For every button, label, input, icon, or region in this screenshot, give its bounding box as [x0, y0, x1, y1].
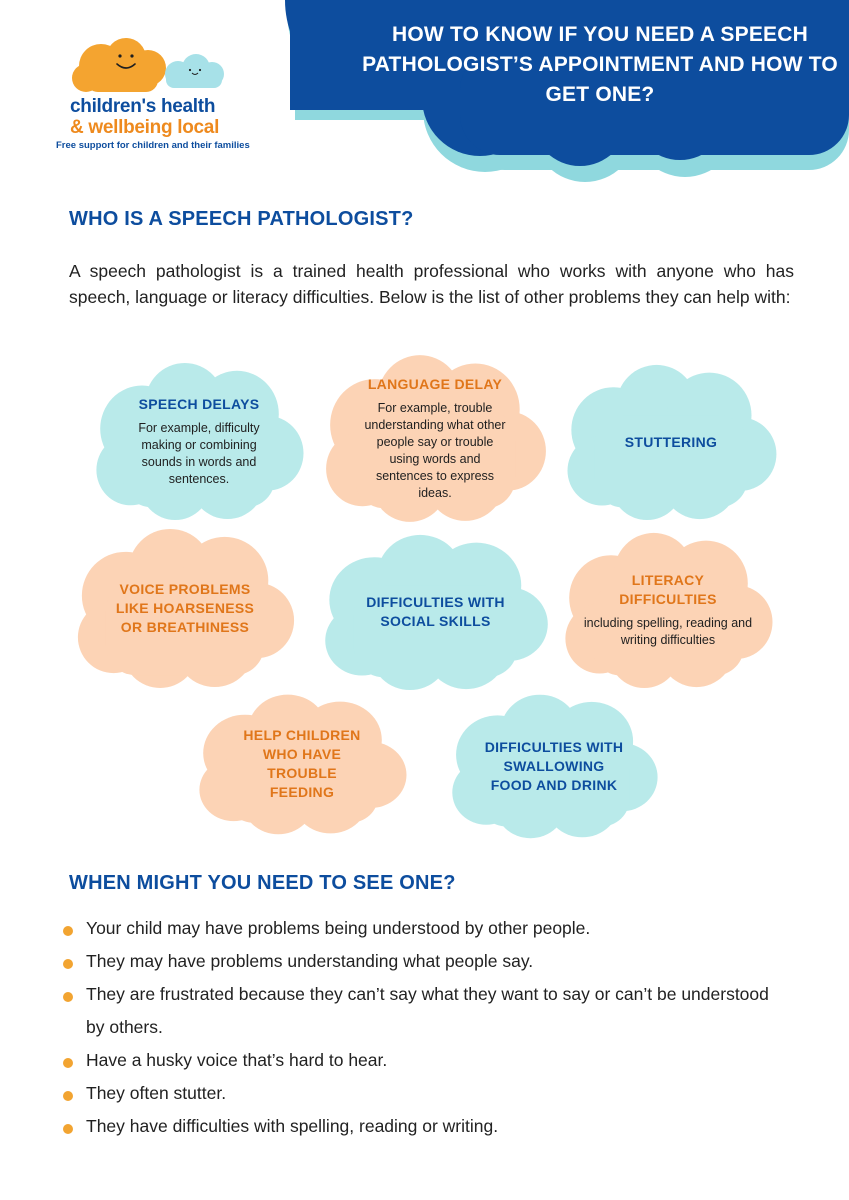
cloud-desc: For example, trouble understanding what other people say or trouble using words and sentences to express ideas. [364, 400, 506, 500]
bullet-icon [63, 1058, 73, 1068]
cloud-feeding [188, 692, 416, 836]
intro-paragraph: A speech pathologist is a trained health professional who works with anyone who has speech, language or literacy difficulties. Below is the list of other problems they can help with: [69, 261, 794, 307]
cloud-title: HELP CHILDREN WHO HAVE TROUBLE FEEDING [243, 727, 361, 800]
list-item: Have a husky voice that’s hard to hear. [63, 1044, 783, 1077]
cloud-title: SPEECH DELAYS [138, 395, 260, 412]
section-heading-when: WHEN MIGHT YOU NEED TO SEE ONE? [69, 872, 456, 894]
cloud-title: STUTTERING [624, 433, 718, 450]
bullet-icon [63, 1091, 73, 1101]
cloud-desc: For example, difficulty making or combining sounds in words and sentences. [138, 420, 260, 486]
list-item: They often stutter. [63, 1077, 783, 1110]
bullet-icon [63, 959, 73, 969]
list-item: Your child may have problems being understood by other people. [63, 912, 783, 945]
cloud-speech-delays [85, 360, 313, 522]
list-item: They are frustrated because they can’t say what they want to say or can’t be understood by others. [63, 978, 783, 1044]
bullet-icon [63, 926, 73, 936]
cloud-title: DIFFICULTIES WITH SOCIAL SKILLS [366, 594, 505, 629]
cloud-title: LANGUAGE DELAY [367, 375, 503, 392]
reasons-list [63, 912, 783, 1143]
cloud-literacy [554, 530, 782, 690]
bullet-icon [63, 992, 73, 1002]
section-heading-who: WHO IS A SPEECH PATHOLOGIST? [69, 208, 414, 230]
logo-tagline: Free support for children and their families [56, 140, 250, 151]
cloud-title: VOICE PROBLEMS LIKE HOARSENESS OR BREATHINESS [115, 580, 255, 635]
bullet-icon [63, 1124, 73, 1134]
cloud-title: DIFFICULTIES WITH SWALLOWING FOOD AND DRINK [484, 738, 624, 793]
cloud-desc: including spelling, reading and writing difficulties [583, 616, 753, 647]
logo-clouds-icon [56, 34, 266, 104]
cloud-title: LITERACY DIFFICULTIES [619, 572, 717, 607]
cloud-voice-problems [66, 526, 304, 690]
cloud-swallowing [441, 692, 667, 840]
logo-text-line1: children's health [70, 96, 216, 117]
cloud-social-skills [313, 532, 558, 692]
list-item: They have difficulties with spelling, reading or writing. [63, 1110, 783, 1143]
page-title: HOW TO KNOW IF YOU NEED A SPEECH PATHOLOGIST’S APPOINTMENT AND HOW TO GET ONE? [362, 23, 838, 106]
list-item: They may have problems understanding what people say. [63, 945, 783, 978]
logo-text-line2: & wellbeing local [70, 117, 220, 138]
cloud-stuttering [556, 362, 786, 522]
cloud-language-delay [314, 352, 556, 524]
